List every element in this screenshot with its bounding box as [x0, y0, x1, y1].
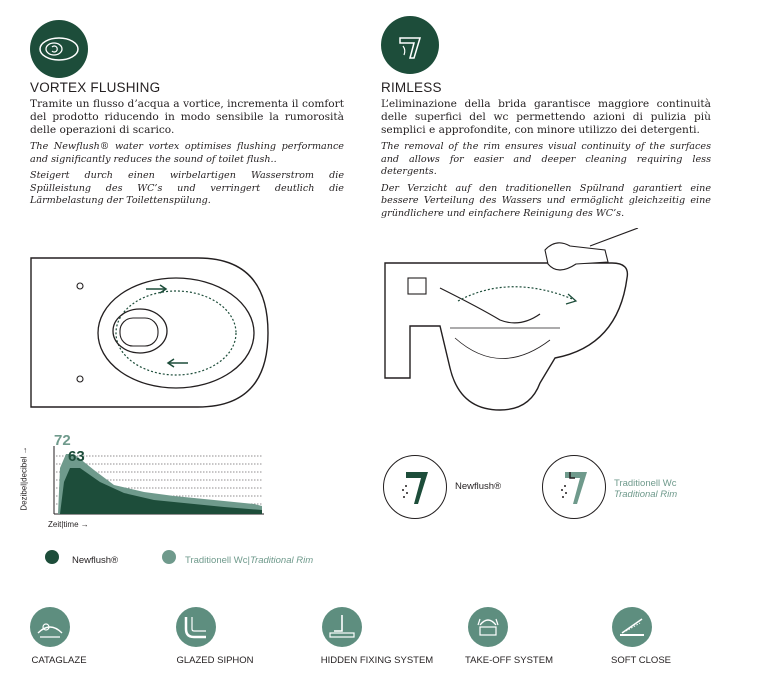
sound-chart — [14, 430, 274, 535]
vortex-text-block — [30, 98, 344, 212]
newflush-rim-icon — [383, 455, 447, 519]
softclose-icon — [612, 607, 652, 647]
peak-label-72: 72 — [54, 432, 71, 449]
vortex-text-en: The Newflush® water vortex optimises flushing performance and significantly reduces the sound of toilet flush.. — [30, 141, 344, 165]
rimless-toilet-diagram — [380, 228, 642, 418]
vortex-heading: VORTEX FLUSHING — [30, 80, 161, 95]
traditional-rim-icon — [542, 455, 606, 519]
legend-newflush-swatch — [45, 550, 59, 564]
takeoff-icon — [468, 607, 508, 647]
rimless-text-de: Der Verzicht auf den traditionellen Spülrand garantiert eine bessere Verteilung des Wassers und ermöglicht gleichzeitig eine gründlichere und einfachere Reinigung des WC’s. — [381, 182, 711, 219]
vortex-text-de: Steigert durch einen wirbelartigen Wasserstrom die Spülleistung des WC’s und verringert deutlich die Lärmbelastung der Toilettenspülung. — [30, 170, 344, 206]
feature-label-siphon: GLAZED SIPHON — [176, 655, 254, 666]
peak-label-63: 63 — [68, 448, 85, 465]
legend-newflush-label: Newflush® — [72, 555, 119, 566]
feature-label-softclose: SOFT CLOSE — [610, 655, 671, 666]
rim-compare-traditional-label: Traditionell Wc Traditional Rim — [614, 478, 678, 500]
cataglaze-icon — [30, 607, 70, 647]
rimless-icon — [381, 16, 439, 74]
legend-traditional-label: Traditionell Wc|Traditional Rim — [185, 555, 314, 566]
siphon-icon — [176, 607, 216, 647]
feature-label-takeoff: TAKE-OFF SYSTEM — [465, 655, 553, 666]
chart-x-label: Zeit|time → — [48, 520, 89, 529]
vortex-icon — [30, 20, 88, 78]
chart-y-label: Dezibel|decibel → — [19, 446, 29, 511]
rimless-text-en: The removal of the rim ensures visual continuity of the surfaces and allows for easier and deeper cleaning requiring less detergents. — [381, 141, 711, 177]
vortex-text-it: Tramite un flusso d’acqua a vortice, incrementa il comfort del prodotto riducendo in modo sensibile la rumorosità delle operazioni di scarico. — [30, 98, 344, 136]
vortex-toilet-diagram — [28, 255, 273, 410]
rimless-text-it: L’eliminazione della brida garantisce maggiore continuità delle superfici del wc permettendo azioni di pulizia più semplici e approfondite, con minore utilizzo dei detergenti. — [381, 98, 711, 136]
rim-compare-newflush-label: Newflush® — [455, 481, 502, 492]
feature-label-cataglaze: CATAGLAZE — [31, 655, 87, 666]
feature-label-fixing: HIDDEN FIXING SYSTEM — [320, 655, 434, 666]
rimless-text-block — [381, 98, 711, 224]
rimless-heading: RIMLESS — [381, 80, 442, 95]
fixing-icon — [322, 607, 362, 647]
legend-traditional-swatch — [162, 550, 176, 564]
